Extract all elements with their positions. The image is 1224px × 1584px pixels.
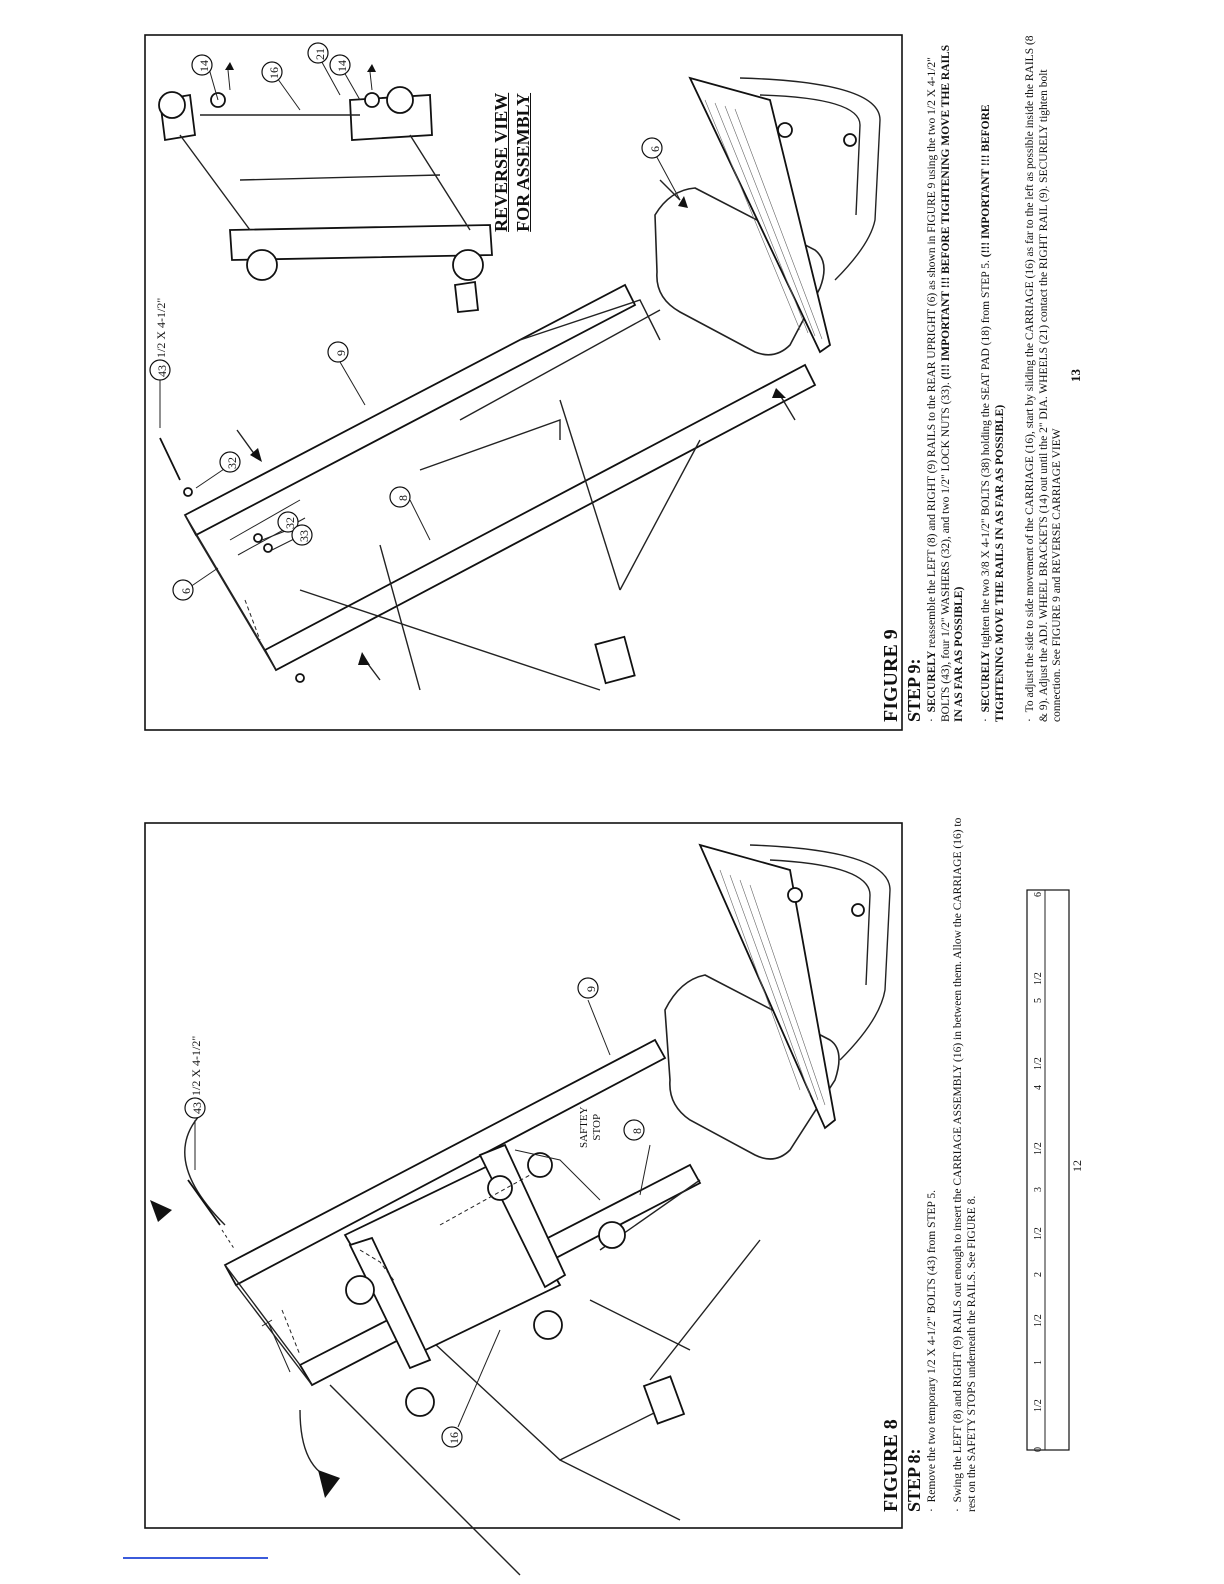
reverse-view-line1: REVERSE VIEW <box>491 92 511 232</box>
step-9-bullet-1-warning: (!!! IMPORTANT !!! BEFORE TIGHTENING MOVE THE RAILS IN AS FAR AS POSSIBLE) <box>939 44 965 722</box>
callout-33-fig9: 33 <box>297 530 311 542</box>
step-8-title: STEP 8: <box>904 1448 924 1512</box>
ruler-label: 5 <box>1033 998 1044 1003</box>
step-9-bullet-3-text: To adjust the side to side movement of the CARRIAGE (16), start by sliding the CARRIAGE (16) as far to the left as possible inside the RAILS (8 & 9). Adjust the ADJ. WHEEL BRACKETS (14) out until the 2" DIA. WHEELS (21) contact the RIGHT RAIL (9). SECURELY tighten bolt connection. See FIGURE 9 and REVERSE CARRIAGE VIEW <box>1024 35 1063 722</box>
ruler-label: 3 <box>1033 1187 1044 1192</box>
callout-9-fig8: 9 <box>584 986 598 992</box>
step-9-bullet-1-bold: SECURELY <box>926 650 938 713</box>
bullet-dot: · <box>980 718 992 722</box>
ruler-label: 0 <box>1033 1447 1044 1452</box>
bolt-label-fig9: 1/2 X 4-1/2" <box>154 297 168 358</box>
callout-43-fig9: 43 <box>155 365 169 377</box>
step-9-bullet-1 <box>926 32 967 722</box>
ruler-label: 1/2 <box>1033 972 1044 985</box>
safety-stop-line1: SAFTEY <box>578 1106 590 1148</box>
ruler-label: 4 <box>1033 1085 1044 1090</box>
step-9-bullet-2-warning: (!!! IMPORTANT !!! BEFORE TIGHTENING MOVE THE RAILS IN AS FAR AS POSSIBLE) <box>980 104 1006 722</box>
rail-assembly-fig9 <box>185 285 815 670</box>
callout-6b-fig9: 6 <box>648 146 662 152</box>
step-8-bullet-2 <box>952 812 979 1512</box>
bullet-dot: · <box>926 1508 938 1512</box>
callout-32b-fig9: 32 <box>283 517 297 529</box>
callout-16-fig9: 16 <box>267 67 281 79</box>
callout-8-fig8: 8 <box>630 1128 644 1134</box>
step-9-bullet-3 <box>1024 32 1065 722</box>
ruler-label: 1/2 <box>1033 1142 1044 1155</box>
figure-8-title: FIGURE 8 <box>880 1419 902 1512</box>
reverse-view-carriage <box>159 87 492 312</box>
step-9-title: STEP 9: <box>904 658 924 722</box>
callout-16-fig8: 16 <box>447 1432 461 1444</box>
bullet-dot: · <box>952 1508 964 1512</box>
ruler-label: 1/2 <box>1033 1399 1044 1412</box>
step-9-bullet-2-text: tighten the two 3/8 X 4-1/2" BOLTS (38) holding the SEAT PAD (18) from STEP 5. <box>980 257 992 651</box>
step-9-bullet-2-bold: SECURELY <box>980 650 992 713</box>
safety-stop-line2: STOP <box>591 1113 603 1141</box>
callout-21-fig9: 21 <box>313 48 327 60</box>
step-8-bullet-1-text: Remove the two temporary 1/2 X 4-1/2" BOLTS (43) from STEP 5. <box>926 1190 938 1503</box>
reverse-view-line2: FOR ASSEMBLY <box>513 92 533 232</box>
callout-43-fig8: 43 <box>190 1102 204 1114</box>
ruler-label: 1 <box>1033 1360 1044 1365</box>
seat-and-footplate-fig9 <box>655 78 880 355</box>
page-number: 13 <box>1068 369 1083 382</box>
step-8-bullet-2-text: Swing the LEFT (8) and RIGHT (9) RAILS out enough to insert the CARRIAGE ASSEMBLY (16) in between them. Allow the CARRIAGE (16) to rest on the SAFETY STOPS underneath the RAILS. See FIGURE 8. <box>952 817 978 1512</box>
step-9-bullet-1-text: reassemble the LEFT (8) and RIGHT (9) RAILS to the REAR UPRIGHT (6) as shown in FIGURE 9 using the two 1/2 X 4-1/2" BOLTS (43), four 1/2" WASHERS (32), and two 1/2" LOCK NUTS (33). <box>926 57 952 722</box>
safety-stop-label <box>578 1106 604 1148</box>
step-8-bullet-1 <box>926 992 940 1512</box>
bolt-label-fig8: 1/2 X 4-1/2" <box>189 1035 203 1096</box>
ruler-label: 1/2 <box>1033 1314 1044 1327</box>
callout-6a-fig9: 6 <box>179 588 193 594</box>
ruler-label: 1/2 <box>1033 1057 1044 1070</box>
figure-9-title: FIGURE 9 <box>880 629 902 722</box>
callout-14b-fig9: 14 <box>335 60 349 72</box>
ruler-unit-label: 12 <box>1070 1160 1084 1172</box>
bullet-dot: · <box>926 718 938 722</box>
scan-artifact-line <box>123 1557 268 1559</box>
ruler-label: 6 <box>1033 892 1044 897</box>
bullet-dot: · <box>1024 718 1036 722</box>
ruler-label: 1/2 <box>1033 1227 1044 1240</box>
callout-8-fig9: 8 <box>396 495 410 501</box>
callout-9-fig9: 9 <box>334 350 348 356</box>
reverse-view-label <box>490 93 534 232</box>
step-9-bullet-2 <box>980 32 1007 722</box>
callout-14a-fig9: 14 <box>197 60 211 72</box>
ruler-label: 2 <box>1033 1272 1044 1277</box>
callout-32a-fig9: 32 <box>225 457 239 469</box>
